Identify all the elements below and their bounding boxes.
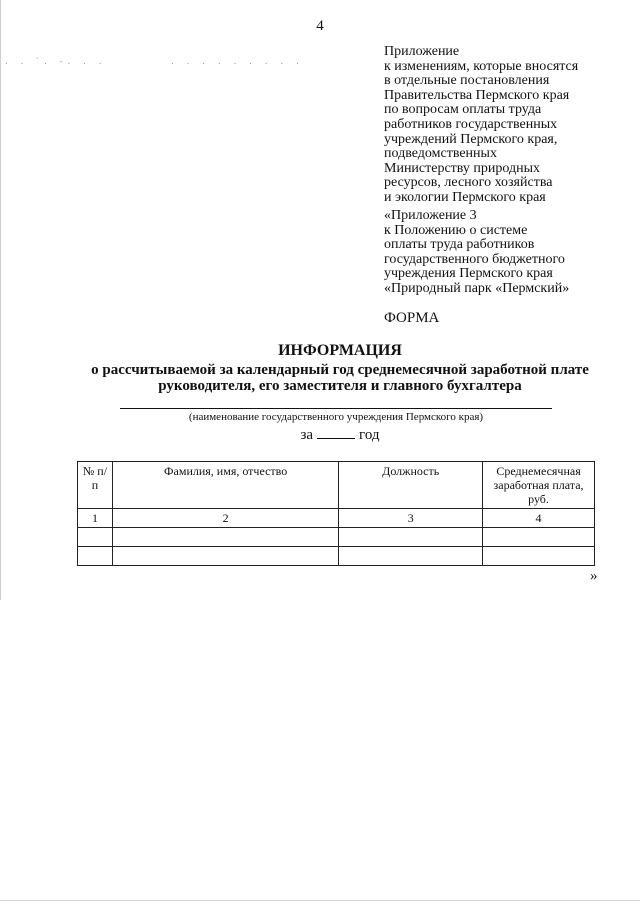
table-cell [112, 547, 338, 566]
table-cell [112, 528, 338, 547]
attachment-header [384, 209, 569, 297]
attachment-line: учреждения Пермского края [384, 266, 553, 282]
header-full-name: Фамилия, имя, отчество [112, 462, 338, 509]
salary-info-table [77, 461, 595, 566]
appendix-line: по вопросам оплаты труда [384, 102, 542, 118]
closing-quote-mark: » [590, 568, 598, 584]
table-cell [339, 528, 483, 547]
table-cell [78, 528, 113, 547]
organization-name-blank-line [120, 408, 552, 409]
attachment-line: государственного бюджетного [384, 251, 565, 267]
appendix-line: Правительства Пермского края [384, 87, 570, 103]
year-line [0, 425, 640, 444]
appendix-line: в отдельные постановления [384, 73, 550, 89]
table-cell [78, 547, 113, 566]
appendix-line: учреждений Пермского края, [384, 131, 558, 147]
scan-noise-middle: . . . . . . . . . [170, 57, 303, 66]
appendix-line: Приложение [384, 44, 460, 59]
subtitle-line-1: о рассчитываемой за календарный год среднемесячной заработной плате [91, 362, 589, 378]
attachment-line: к Положению о системе [384, 222, 528, 238]
numbering-cell: 3 [339, 509, 483, 528]
subtitle-line-2: руководителя, его заместителя и главного бухгалтера [158, 377, 522, 394]
appendix-line: работников государственных [384, 116, 558, 132]
year-suffix: год [359, 427, 380, 443]
table-numbering-row [78, 509, 595, 528]
year-prefix: за [300, 427, 314, 443]
attachment-line: «Природный парк «Пермский» [384, 280, 570, 296]
document-title: ИНФОРМАЦИЯ [278, 342, 402, 359]
attachment-line: «Приложение 3 [384, 208, 477, 223]
form-label: ФОРМА [384, 310, 440, 326]
document-subtitle [0, 363, 640, 394]
appendix-header [384, 45, 578, 206]
scan-bottom-edge [0, 900, 640, 901]
page-number: 4 [316, 18, 324, 34]
organization-name-caption: (наименование государственного учреждения Пермского края) [188, 411, 484, 423]
numbering-cell: 2 [112, 509, 338, 528]
table-cell [483, 528, 595, 547]
table-row [78, 528, 595, 547]
appendix-line: подведомственных [384, 146, 497, 162]
scan-noise-left: . . `. -. . . [4, 57, 106, 66]
table-header-row [78, 462, 595, 509]
numbering-cell: 1 [78, 509, 113, 528]
appendix-line: и экологии Пермского края [384, 189, 546, 205]
header-number: № п/п [78, 462, 113, 509]
table-cell [339, 547, 483, 566]
attachment-line: оплаты труда работников [384, 237, 535, 253]
table-cell [483, 547, 595, 566]
year-blank [317, 425, 355, 439]
header-position: Должность [339, 462, 483, 509]
numbering-cell: 4 [483, 509, 595, 528]
appendix-line: к изменениям, которые вносятся [384, 58, 579, 74]
scan-margin-artifact [0, 0, 1, 600]
appendix-line: Министерству природных [384, 160, 541, 176]
header-average-salary: Среднемесячная заработная плата, руб. [483, 462, 595, 509]
appendix-line: ресурсов, лесного хозяйства [384, 175, 553, 191]
table-row [78, 547, 595, 566]
